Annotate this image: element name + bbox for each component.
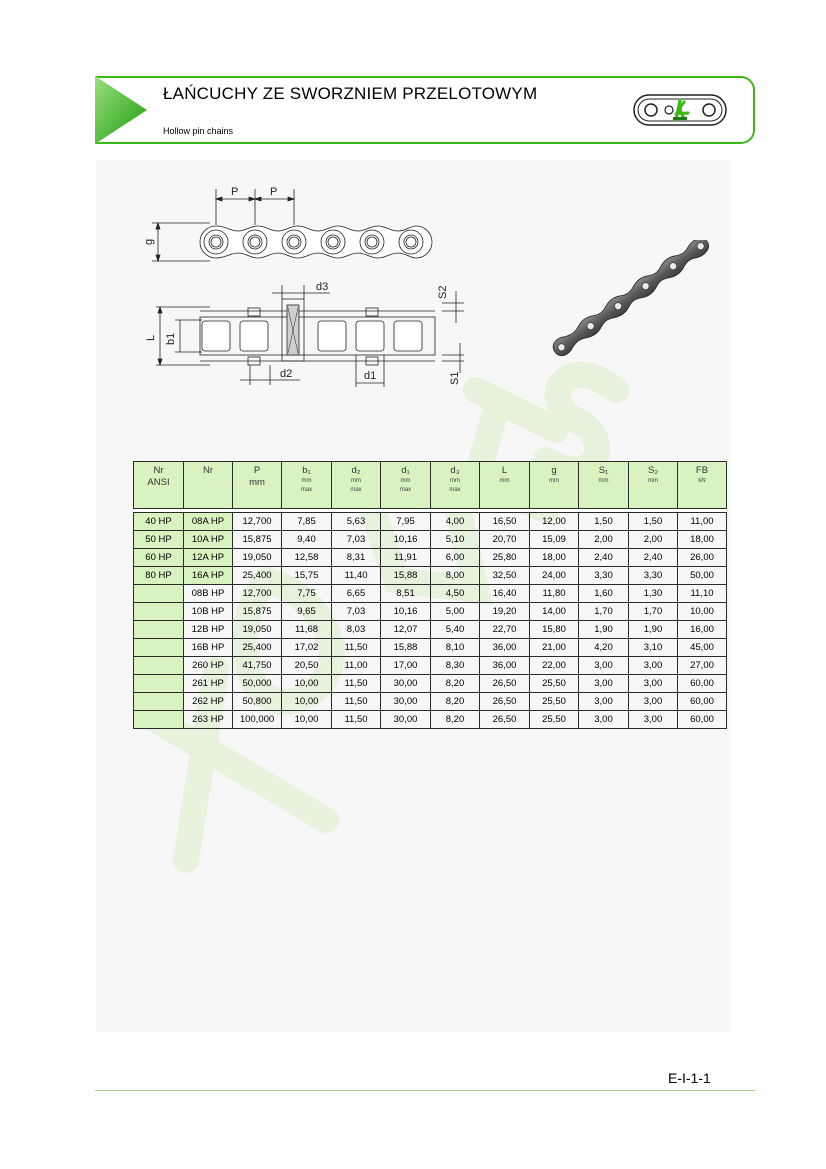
table-cell: 3,00 <box>579 693 629 711</box>
table-cell: 12,07 <box>381 621 431 639</box>
table-cell: 11,50 <box>332 675 381 693</box>
table-header-row <box>134 462 727 509</box>
column-header-name: Nr <box>202 465 214 476</box>
table-cell: 17,02 <box>282 639 332 657</box>
column-header-name: S₂ <box>647 465 659 476</box>
table-row <box>134 657 727 675</box>
table-cell: 7,03 <box>332 531 381 549</box>
table-cell: 16,00 <box>678 621 727 639</box>
table-cell: 32,50 <box>480 567 530 585</box>
column-header <box>282 462 332 509</box>
table-cell: 26,50 <box>480 675 530 693</box>
column-header-unit: mm max <box>350 478 362 493</box>
table-row <box>134 693 727 711</box>
column-header-unit: mm <box>598 478 609 484</box>
table-cell: 1,70 <box>629 603 678 621</box>
label-g: g <box>143 238 155 245</box>
table-cell: 26,50 <box>480 693 530 711</box>
table-cell: 100,000 <box>233 711 282 729</box>
table-cell: 36,00 <box>480 657 530 675</box>
specification-table <box>133 461 727 729</box>
company-logo <box>632 93 728 127</box>
column-header-name: S₁ <box>598 465 609 476</box>
column-header <box>381 462 431 509</box>
table-cell: 3,30 <box>629 567 678 585</box>
table-cell: 7,95 <box>381 513 431 531</box>
table-cell: 10,00 <box>282 675 332 693</box>
label-s2: S2 <box>437 285 449 299</box>
column-header-unit: mm <box>648 478 658 484</box>
table-cell: 50,000 <box>233 675 282 693</box>
page-number: E-I-1-1 <box>668 1070 711 1086</box>
table-cell: 08A HP <box>184 513 233 531</box>
table-cell: 12,700 <box>233 513 282 531</box>
table-row <box>134 513 727 531</box>
table-cell: 08B HP <box>184 585 233 603</box>
table-cell: 15,875 <box>233 603 282 621</box>
table-cell: 8,20 <box>431 693 480 711</box>
table-row <box>134 621 727 639</box>
table-cell: 261 HP <box>184 675 233 693</box>
table-cell: 14,00 <box>530 603 579 621</box>
table-cell <box>134 693 184 711</box>
table-cell: 263 HP <box>184 711 233 729</box>
table-cell <box>134 585 184 603</box>
table-cell: 41,750 <box>233 657 282 675</box>
column-header-name: Nr <box>153 465 164 476</box>
table-cell: 60 HP <box>134 549 184 567</box>
column-header <box>530 462 579 509</box>
table-cell: 22,00 <box>530 657 579 675</box>
table-cell: 1,90 <box>629 621 678 639</box>
table-cell: 1,50 <box>579 513 629 531</box>
column-header <box>579 462 629 509</box>
table-cell: 2,40 <box>579 549 629 567</box>
column-header <box>629 462 678 509</box>
table-cell: 15,88 <box>381 567 431 585</box>
table-cell: 16,50 <box>480 513 530 531</box>
column-header-sub: ANSI <box>147 477 170 488</box>
table-cell: 3,00 <box>629 675 678 693</box>
table-cell: 15,80 <box>530 621 579 639</box>
label-s1: S1 <box>449 371 461 385</box>
column-header-name: b₁ <box>302 465 311 476</box>
table-cell: 3,00 <box>629 711 678 729</box>
table-cell: 2,00 <box>629 531 678 549</box>
chain-technical-drawing <box>130 175 480 400</box>
label-p1: P <box>231 186 239 198</box>
table-cell: 12,00 <box>530 513 579 531</box>
table-cell: 10,16 <box>381 603 431 621</box>
table-row <box>134 711 727 729</box>
table-cell: 7,75 <box>282 585 332 603</box>
table-row <box>134 567 727 585</box>
table-cell: 11,68 <box>282 621 332 639</box>
label-b1: b1 <box>165 332 177 345</box>
column-header <box>184 462 233 509</box>
table-cell <box>134 657 184 675</box>
column-header-unit: mm max <box>399 478 412 493</box>
table-cell: 15,09 <box>530 531 579 549</box>
table-cell: 30,00 <box>381 711 431 729</box>
table-cell: 22,70 <box>480 621 530 639</box>
table-cell: 50,00 <box>678 567 727 585</box>
label-l: L <box>145 334 157 341</box>
table-cell: 6,65 <box>332 585 381 603</box>
column-header-unit: kN <box>698 478 706 484</box>
table-cell: 20,70 <box>480 531 530 549</box>
table-cell: 11,00 <box>678 513 727 531</box>
table-cell: 5,40 <box>431 621 480 639</box>
table-cell: 10,00 <box>678 603 727 621</box>
table-cell: 8,31 <box>332 549 381 567</box>
column-header-unit: mm <box>549 478 559 484</box>
table-cell: 1,30 <box>629 585 678 603</box>
table-cell: 18,00 <box>530 549 579 567</box>
table-cell: 1,60 <box>579 585 629 603</box>
column-header-unit: mm <box>499 478 510 484</box>
table-cell: 12A HP <box>184 549 233 567</box>
column-header-name: FB <box>695 465 709 476</box>
table-cell: 2,40 <box>629 549 678 567</box>
table-cell: 36,00 <box>480 639 530 657</box>
table-cell: 25,80 <box>480 549 530 567</box>
table-cell: 1,90 <box>579 621 629 639</box>
page-subtitle: Hollow pin chains <box>163 126 234 136</box>
table-cell: 50,800 <box>233 693 282 711</box>
table-cell: 60,00 <box>678 693 727 711</box>
table-cell: 8,30 <box>431 657 480 675</box>
table-cell: 8,00 <box>431 567 480 585</box>
table-cell: 25,400 <box>233 567 282 585</box>
table-row <box>134 549 727 567</box>
header-triangle-icon <box>95 76 155 144</box>
table-cell: 24,00 <box>530 567 579 585</box>
table-cell: 4,00 <box>431 513 480 531</box>
table-row <box>134 603 727 621</box>
table-cell: 3,00 <box>629 693 678 711</box>
column-header-name: g <box>551 465 557 476</box>
table-cell: 30,00 <box>381 675 431 693</box>
table-cell: 3,10 <box>629 639 678 657</box>
table-cell: 5,00 <box>431 603 480 621</box>
table-cell: 11,00 <box>332 657 381 675</box>
table-cell: 11,50 <box>332 711 381 729</box>
table-row <box>134 531 727 549</box>
table-cell: 18,00 <box>678 531 727 549</box>
table-row <box>134 585 727 603</box>
table-cell: 6,00 <box>431 549 480 567</box>
table-cell <box>134 711 184 729</box>
table-cell: 11,50 <box>332 639 381 657</box>
table-cell: 3,00 <box>579 657 629 675</box>
table-cell: 25,50 <box>530 711 579 729</box>
table-cell: 8,20 <box>431 711 480 729</box>
label-d1: d1 <box>364 370 377 382</box>
table-cell: 16B HP <box>184 639 233 657</box>
table-cell: 10,00 <box>282 711 332 729</box>
table-cell: 80 HP <box>134 567 184 585</box>
table-cell: 5,10 <box>431 531 480 549</box>
table-cell: 9,65 <box>282 603 332 621</box>
table-cell: 1,70 <box>579 603 629 621</box>
table-cell: 2,00 <box>579 531 629 549</box>
table-cell: 8,20 <box>431 675 480 693</box>
table-cell: 8,03 <box>332 621 381 639</box>
footer-divider <box>95 1090 755 1091</box>
table-cell: 26,00 <box>678 549 727 567</box>
table-cell: 10A HP <box>184 531 233 549</box>
table-cell: 12,58 <box>282 549 332 567</box>
column-header-name: P <box>253 465 261 476</box>
table-cell <box>134 621 184 639</box>
table-cell: 11,80 <box>530 585 579 603</box>
label-d2: d2 <box>280 368 293 380</box>
column-header <box>678 462 727 509</box>
table-cell: 7,03 <box>332 603 381 621</box>
column-header-unit: mm max <box>449 478 461 493</box>
column-header <box>431 462 480 509</box>
table-cell <box>134 639 184 657</box>
table-cell: 4,20 <box>579 639 629 657</box>
table-cell: 19,050 <box>233 549 282 567</box>
column-header-name: L <box>501 465 508 476</box>
table-cell: 12B HP <box>184 621 233 639</box>
table-row <box>134 675 727 693</box>
table-cell: 26,50 <box>480 711 530 729</box>
column-header-name: d₁ <box>401 465 410 476</box>
table-cell: 3,00 <box>629 657 678 675</box>
table-cell: 60,00 <box>678 711 727 729</box>
table-cell: 5,63 <box>332 513 381 531</box>
table-cell: 11,10 <box>678 585 727 603</box>
table-cell: 16A HP <box>184 567 233 585</box>
table-cell: 8,10 <box>431 639 480 657</box>
table-cell: 25,400 <box>233 639 282 657</box>
table-row <box>134 639 727 657</box>
table-cell: 3,00 <box>579 711 629 729</box>
table-cell: 19,050 <box>233 621 282 639</box>
column-header-unit: mm max <box>300 478 313 493</box>
table-body <box>134 509 727 729</box>
table-cell: 11,40 <box>332 567 381 585</box>
table-cell: 30,00 <box>381 693 431 711</box>
table-cell: 11,50 <box>332 693 381 711</box>
column-header-name: d₃ <box>450 465 460 476</box>
table-cell: 15,875 <box>233 531 282 549</box>
label-d3: d3 <box>316 281 329 293</box>
table-cell: 25,50 <box>530 693 579 711</box>
table-cell: 45,00 <box>678 639 727 657</box>
table-cell: 17,00 <box>381 657 431 675</box>
table-cell: 25,50 <box>530 675 579 693</box>
table-cell: 19,20 <box>480 603 530 621</box>
table-cell: 8,51 <box>381 585 431 603</box>
column-header-name: d₂ <box>351 465 361 476</box>
column-header <box>134 462 184 509</box>
table-cell: 260 HP <box>184 657 233 675</box>
column-header <box>233 462 282 509</box>
chain-photo <box>545 240 720 365</box>
table-cell: 16,40 <box>480 585 530 603</box>
table-cell: 3,30 <box>579 567 629 585</box>
table-cell <box>134 675 184 693</box>
table-cell: 20,50 <box>282 657 332 675</box>
table-cell: 10,16 <box>381 531 431 549</box>
label-p2: P <box>270 186 278 198</box>
table-cell: 262 HP <box>184 693 233 711</box>
table-cell: 7,85 <box>282 513 332 531</box>
table-cell <box>134 603 184 621</box>
table-cell: 12,700 <box>233 585 282 603</box>
table-cell: 40 HP <box>134 513 184 531</box>
table-cell: 10B HP <box>184 603 233 621</box>
table-cell: 11,91 <box>381 549 431 567</box>
table-cell: 50 HP <box>134 531 184 549</box>
column-header <box>480 462 530 509</box>
column-header <box>332 462 381 509</box>
table-cell: 4,50 <box>431 585 480 603</box>
table-cell: 15,88 <box>381 639 431 657</box>
table-cell: 60,00 <box>678 675 727 693</box>
column-header-sub: mm <box>249 477 265 488</box>
table-cell: 27,00 <box>678 657 727 675</box>
table-cell: 9,40 <box>282 531 332 549</box>
page-title: ŁAŃCUCHY ZE SWORZNIEM PRZELOTOWYM <box>163 84 538 103</box>
table-cell: 21,00 <box>530 639 579 657</box>
table-cell: 15,75 <box>282 567 332 585</box>
table-cell: 10,00 <box>282 693 332 711</box>
table-cell: 1,50 <box>629 513 678 531</box>
table-cell: 3,00 <box>579 675 629 693</box>
